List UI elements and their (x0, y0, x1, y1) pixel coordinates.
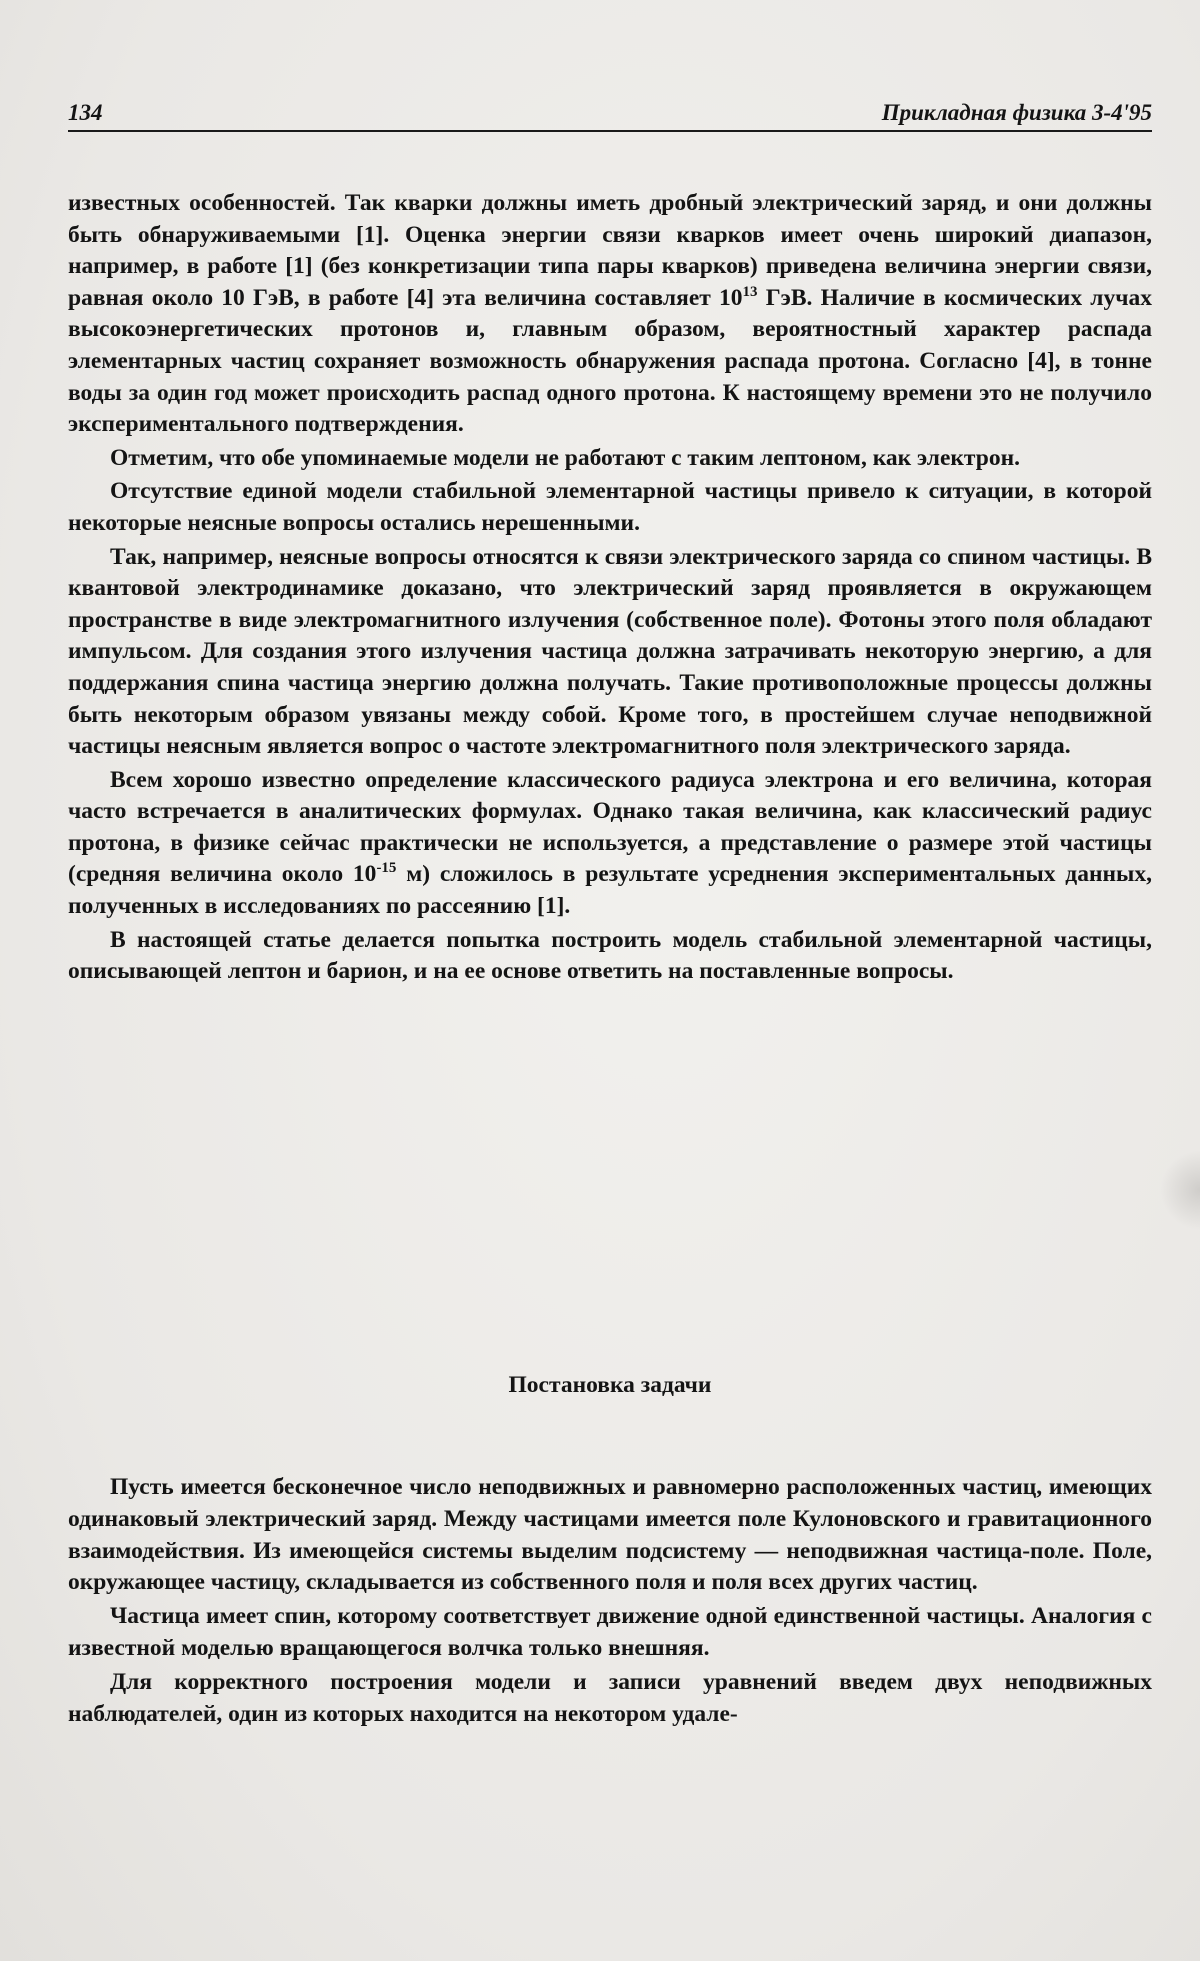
section-paragraph-3: Для корректного построения модели и записи уравнений введем двух неподвижных наблюдателей, один из которых находится на некотором удале- (68, 1668, 1152, 1727)
article-body (68, 188, 1152, 990)
section-paragraph-2: Частица имеет спин, которому соответствует движение одной единственной частицы. Аналогия с известной моделью вращающегося волчка только внешняя. (68, 1603, 1152, 1661)
superscript-13: 13 (742, 283, 758, 300)
section-body (68, 1472, 1152, 1732)
paragraph-4: Так, например, неясные вопросы относятся к связи электрического заряда со спином частицы. В квантовой электродинамике доказано, что электрический заряд проявляется в окружающем пространстве в виде электромагнитного излучения (собственное поле). Фотоны этого поля обладают импульсом. Для создания этого излучения частица должна затрачивать некоторую энергию, а для поддержания спина частица энергию должна получать. Такие противоположные процессы должны быть некоторым образом увязаны между собой. Кроме того, в простейшем случае неподвижной частицы неясным является вопрос о частоте электромагнитного поля электрического заряда. (68, 543, 1152, 760)
section-paragraph-1: Пусть имеется бесконечное число неподвижных и равномерно расположенных частиц, имеющих одинаковый электрический заряд. Между частицами имеется поле Кулоновского и гравитационного взаимодействия. Из имеющейся системы выделим подсистему — неподвижная частица-поле. Поле, окружающее частицу, складывается из собственного поля и поля всех других частиц. (68, 1474, 1152, 1596)
paragraph-1: известных особенностей. Так кварки должны иметь дробный электрический заряд, и они должны быть обнаруживаемыми [1]. Оценка энергии связи кварков имеет очень широкий диапазон, например, в работе [1] (без конкретизации типа пары кварков) приведена величина энергии связи, равная около 10 ГэВ, в работе [4] эта величина составляет $10^{13}$ ГэВ. Наличие в космических лучах высокоэнергетических протонов и, главным образом, вероятностный характер распада элементарных частиц сохраняет возможность обнаружения распада протона. Согласно [4], в тонне воды за один год может происходить распад одного протона. К настоящему времени это не получило экспериментального подтверждения. (68, 190, 1152, 438)
running-header (68, 100, 1152, 132)
page-number: 134 (68, 100, 103, 125)
paragraph-3: Отсутствие единой модели стабильной элементарной частицы привело к ситуации, в которой некоторые неясные вопросы остались нерешенными. (68, 478, 1152, 536)
journal-title: Прикладная физика 3-4'95 (881, 100, 1152, 125)
section-heading: Постановка задачи (508, 1372, 712, 1398)
paragraph-2: Отметим, что обе упоминаемые модели не работают с таким лептоном, как электрон. (110, 444, 1020, 471)
paragraph-5: Всем хорошо известно определение классического радиуса электрона и его величина, которая часто встречается в аналитических формулах. Однако такая величина, как классический радиус протона, в физике сейчас практически не используется, а представление о размере этой частицы (средняя величина около $10^{-15}$ м) сложилось в результате усреднения экспериментальных данных, полученных в исследованиях по рассеянию [1]. (68, 766, 1152, 920)
paragraph-6: В настоящей статье делается попытка построить модель стабильной элементарной частицы, описывающей лептон и барион, и на ее основе ответить на поставленные вопросы. (68, 926, 1152, 985)
superscript-minus-15: -15 (376, 860, 397, 877)
scan-smudge (1160, 1150, 1200, 1230)
